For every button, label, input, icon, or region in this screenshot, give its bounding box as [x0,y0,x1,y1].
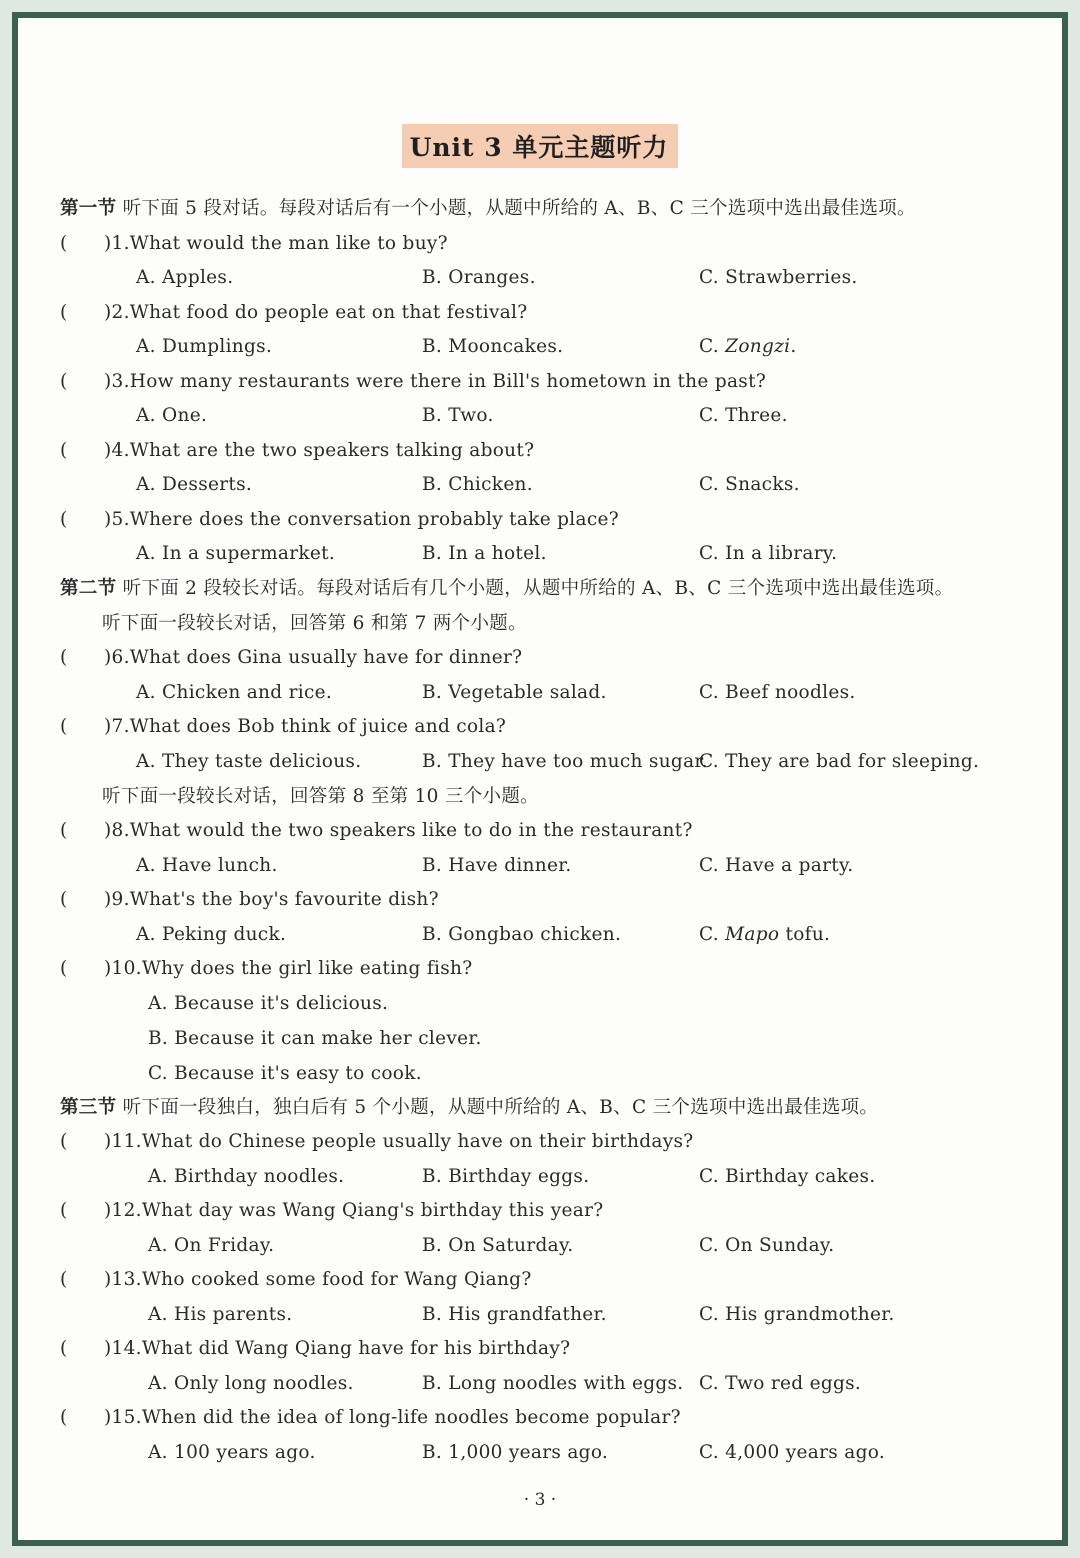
answer-blank: ( [60,440,68,461]
question-number: )14. [104,1338,142,1359]
option-a: A. Birthday noodles. [148,1166,345,1187]
question-number: )3. [104,371,130,392]
question-number: )4. [104,440,130,461]
question-number: )5. [104,509,130,530]
title-bar [18,124,1062,168]
question-3 [60,365,766,399]
option-c-suffix: tofu. [779,924,831,945]
question-14 [60,1332,570,1366]
option-a: A. Have lunch. [136,855,278,876]
answer-blank: ( [60,302,68,323]
option-a: A. In a supermarket. [136,543,336,564]
question-number: )11. [104,1131,142,1152]
question-number: )8. [104,820,130,841]
question-11-options [18,1160,1018,1194]
question-4 [60,434,534,468]
option-c-prefix: C. [699,924,726,945]
question-14-options [18,1367,1018,1401]
question-5-options [18,537,1018,571]
question-15 [60,1401,681,1435]
option-c-suffix: . [790,336,797,357]
option-c: C. His grandmother. [699,1304,895,1325]
option-b: B. Because it can make her clever. [148,1028,482,1049]
option-b: B. Have dinner. [422,855,572,876]
question-6 [60,641,522,675]
option-c-italic: Zongzi [725,336,791,357]
option-b: B. Vegetable salad. [422,682,607,703]
section-label: 第二节 [60,578,117,599]
option-a: A. Because it's delicious. [148,993,389,1014]
question-text: What food do people eat on that festival? [129,302,528,323]
option-c: C. Snacks. [699,474,800,495]
question-4-options [18,468,1018,502]
question-9-options [18,918,1018,952]
section-2-instruction [60,572,953,606]
question-text: What would the man like to buy? [129,233,448,254]
question-text: How many restaurants were there in Bill's hometown in the past? [129,371,767,392]
question-text: What's the boy's favourite dish? [129,889,439,910]
question-13-options [18,1298,1018,1332]
option-b: B. In a hotel. [422,543,547,564]
question-12-options [18,1229,1018,1263]
question-number: )10. [104,958,142,979]
answer-blank: ( [60,1407,68,1428]
question-text: What are the two speakers talking about? [129,440,535,461]
option-c: C. On Sunday. [699,1235,835,1256]
option-b: B. They have too much sugar. [422,751,708,772]
question-number: )9. [104,889,130,910]
option-b: B. Mooncakes. [422,336,564,357]
question-7-options [18,745,1018,779]
answer-blank: ( [60,958,68,979]
question-number: )13. [104,1269,142,1290]
question-13 [60,1263,532,1297]
section-text: 听下面一段独白，独白后有 5 个小题，从题中所给的 A、B、C 三个选项中选出最佳选项。 [122,1097,879,1118]
option-b: B. His grandfather. [422,1304,607,1325]
question-text: What did Wang Qiang have for his birthday? [141,1338,571,1359]
answer-blank: ( [60,820,68,841]
option-c: C. They are bad for sleeping. [699,751,980,772]
option-c: C. Two red eggs. [699,1373,862,1394]
option-a: A. One. [136,405,208,426]
question-3-options [18,399,1018,433]
question-text: What does Gina usually have for dinner? [129,647,523,668]
answer-blank: ( [60,1338,68,1359]
option-a: A. Peking duck. [136,924,287,945]
answer-blank: ( [60,509,68,530]
option-a: A. Apples. [136,267,234,288]
page-number: · 3 · [523,1490,557,1510]
question-7 [60,710,506,744]
section-text: 听下面 2 段较长对话。每段对话后有几个小题，从题中所给的 A、B、C 三个选项中选出最佳选项。 [122,578,954,599]
option-a: A. On Friday. [148,1235,275,1256]
question-text: Who cooked some food for Wang Qiang? [141,1269,532,1290]
option-c: C. Because it's easy to cook. [148,1063,422,1084]
answer-blank: ( [60,1269,68,1290]
question-8 [60,814,693,848]
answer-blank: ( [60,716,68,737]
question-2-options [18,330,1018,364]
option-c: C. Birthday cakes. [699,1166,876,1187]
subinstruction-1: 听下面一段较长对话，回答第 6 和第 7 两个小题。 [102,613,527,634]
subinstruction-2: 听下面一段较长对话，回答第 8 至第 10 三个小题。 [102,786,539,807]
answer-blank: ( [60,1131,68,1152]
answer-blank: ( [60,233,68,254]
option-a: A. Desserts. [136,474,253,495]
option-b: B. 1,000 years ago. [422,1442,609,1463]
option-b: B. Chicken. [422,474,533,495]
question-text: What do Chinese people usually have on their birthdays? [141,1131,694,1152]
option-a: A. Only long noodles. [148,1373,354,1394]
option-a: A. 100 years ago. [148,1442,316,1463]
option-c: C. Strawberries. [699,267,858,288]
option-c [699,918,830,952]
section-label: 第三节 [60,1097,117,1118]
question-text: Why does the girl like eating fish? [141,958,473,979]
section-1-instruction [60,192,916,226]
worksheet-page [12,12,1068,1546]
option-c-prefix: C. [699,336,726,357]
option-a: A. Dumplings. [136,336,273,357]
question-number: )6. [104,647,130,668]
option-a: A. They taste delicious. [136,751,362,772]
option-c: C. Three. [699,405,788,426]
question-1-options [18,261,1018,295]
question-text: Where does the conversation probably take place? [129,509,619,530]
question-text: What day was Wang Qiang's birthday this year? [141,1200,604,1221]
question-15-options [18,1436,1018,1470]
option-b: B. Two. [422,405,494,426]
question-2 [60,296,527,330]
option-c: C. In a library. [699,543,838,564]
question-number: )1. [104,233,130,254]
question-text: What does Bob think of juice and cola? [129,716,507,737]
answer-blank: ( [60,647,68,668]
question-11 [60,1125,693,1159]
question-8-options [18,849,1018,883]
question-number: )7. [104,716,130,737]
option-b: B. Long noodles with eggs. [422,1373,684,1394]
question-10 [60,952,472,986]
section-3-instruction [60,1091,878,1125]
option-a: A. Chicken and rice. [136,682,333,703]
question-number: )2. [104,302,130,323]
option-b: B. Gongbao chicken. [422,924,622,945]
option-c: C. Beef noodles. [699,682,856,703]
section-text: 听下面 5 段对话。每段对话后有一个小题，从题中所给的 A、B、C 三个选项中选出最佳选项。 [122,198,916,219]
option-b: B. Oranges. [422,267,536,288]
question-1 [60,227,448,261]
question-9 [60,883,439,917]
answer-blank: ( [60,889,68,910]
option-c [699,330,797,364]
question-6-options [18,676,1018,710]
option-c: C. 4,000 years ago. [699,1442,886,1463]
option-b: B. Birthday eggs. [422,1166,590,1187]
option-b: B. On Saturday. [422,1235,574,1256]
answer-blank: ( [60,1200,68,1221]
question-number: )15. [104,1407,142,1428]
question-text: What would the two speakers like to do in the restaurant? [129,820,693,841]
option-c: C. Have a party. [699,855,854,876]
question-text: When did the idea of long-life noodles become popular? [141,1407,681,1428]
option-c-italic: Mapo [725,924,780,945]
answer-blank: ( [60,371,68,392]
question-5 [60,503,619,537]
option-a: A. His parents. [148,1304,293,1325]
question-number: )12. [104,1200,142,1221]
page-title: Unit 3 单元主题听力 [402,124,679,168]
section-label: 第一节 [60,198,117,219]
question-12 [60,1194,603,1228]
